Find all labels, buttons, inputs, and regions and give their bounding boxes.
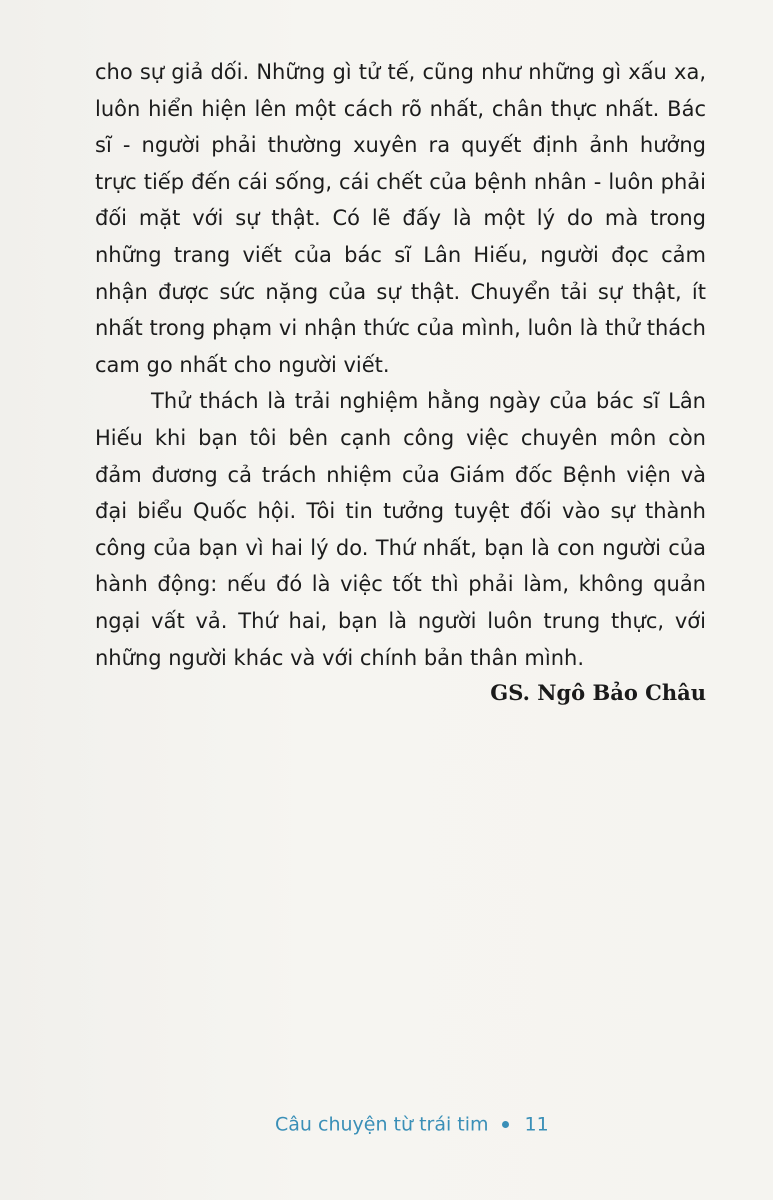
running-footer-title: Câu chuyện từ trái tim	[275, 1113, 489, 1136]
paragraph-continued: cho sự giả dối. Những gì tử tế, cũng như những gì xấu xa, luôn hiển hiện lên một cách rõ nhất, chân thực nhất. Bác sĩ - người phải thường xuyên ra quyết định ảnh hưởng trực tiếp đến cái sống, cái chết của bệnh nhân - luôn phải đối mặt với sự thật. Có lẽ đấy là một lý do mà trong những trang viết của bác sĩ Lân Hiếu, người đọc cảm nhận được sức nặng của sự thật. Chuyển tải sự thật, ít nhất trong phạm vi nhận thức của mình, luôn là thử thách cam go nhất cho người viết.	[95, 60, 706, 377]
author-signature: GS. Ngô Bảo Châu	[490, 680, 706, 705]
body-text	[95, 54, 706, 676]
page-footer	[275, 1112, 549, 1137]
paragraph-second: Thử thách là trải nghiệm hằng ngày của bác sĩ Lân Hiếu khi bạn tôi bên cạnh công việc chuyên môn còn đảm đương cả trách nhiệm của Giám đốc Bệnh viện và đại biểu Quốc hội. Tôi tin tưởng tuyệt đối vào sự thành công của bạn vì hai lý do. Thứ nhất, bạn là con người của hành động: nếu đó là việc tốt thì phải làm, không quản ngại vất vả. Thứ hai, bạn là người luôn trung thực, với những người khác và với chính bản thân mình.	[95, 389, 706, 670]
footer-bullet-icon	[502, 1121, 509, 1128]
page-number: 11	[524, 1113, 549, 1136]
